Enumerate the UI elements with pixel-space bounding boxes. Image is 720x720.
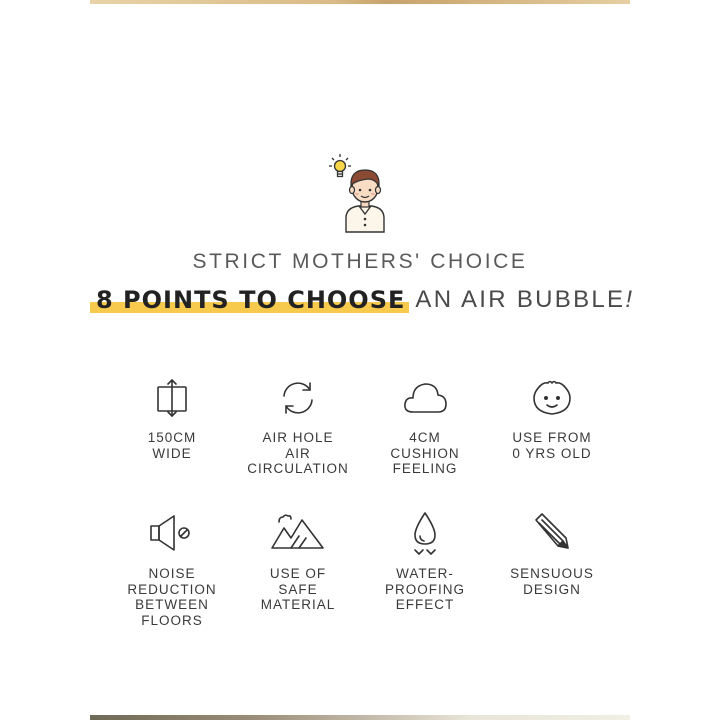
feature-label-line: DESIGN [523,581,581,597]
resize-arrows-icon [148,374,196,422]
feature-label-line: 150CM [147,430,197,445]
feature-noise-reduction [108,510,236,628]
circulation-arrows-icon [274,374,322,422]
feature-label [488,566,616,597]
feature-label-line: WIDE [152,445,192,461]
headline-highlight: 8 POINTS TO CHOOSE [90,286,411,314]
feature-label-line: AIR [285,445,311,461]
baby-face-icon [528,374,576,422]
feature-label [108,430,236,461]
feature-label [234,430,362,477]
headline [90,282,634,318]
feature-label-line: WATER- [396,566,454,581]
subtitle: STRICT MOTHERS' CHOICE [192,250,528,273]
feature-label-line: AIR HOLE [262,430,334,445]
feature-label-line: BETWEEN [135,597,209,612]
feature-age [488,374,616,461]
feature-width [108,374,236,461]
feature-label [234,566,362,613]
muted-speaker-icon [148,510,196,558]
feature-label-line: MATERIAL [260,597,336,612]
feature-label-line: USE OF [269,566,327,581]
feature-label [108,566,236,628]
mother-with-idea-illustration [328,152,400,236]
feature-cushion [361,374,489,477]
feature-label-line: EFFECT [395,597,455,612]
feature-label-line: CUSHION [390,445,460,461]
feature-label-line: FLOORS [141,612,203,628]
feature-label [361,566,489,613]
feature-label-line: USE FROM [512,430,592,445]
mountains-icon [269,510,327,558]
feature-design [488,510,616,597]
cloud-icon [401,374,449,422]
feature-label-line: PROOFING [384,581,465,597]
water-drop-icon [401,510,449,558]
feature-safe-material [234,510,362,613]
feature-label-line: SENSUOUS [510,566,594,581]
feature-label-line: REDUCTION [127,581,217,597]
feature-waterproofing [361,510,489,613]
headline-exclamation: ! [625,286,635,313]
feature-label-line: SAFE [278,581,318,597]
feature-label-line: 4CM [409,430,441,445]
feature-label-line: FEELING [392,461,458,476]
top-banner-image-edge [90,0,630,4]
feature-label-line: 0 YRS OLD [512,445,592,461]
lightbulb-icon [329,154,351,177]
headline-rest-text: AN AIR BUBBLE [415,286,626,313]
feature-label-line: CIRCULATION [247,461,349,476]
feature-air-circulation [234,374,362,477]
feature-label [361,430,489,477]
bottom-banner-image-edge [90,715,630,720]
headline-rest [415,286,634,314]
feature-label [488,430,616,461]
feature-label-line: NOISE [148,566,196,581]
pencil-icon [528,510,576,558]
